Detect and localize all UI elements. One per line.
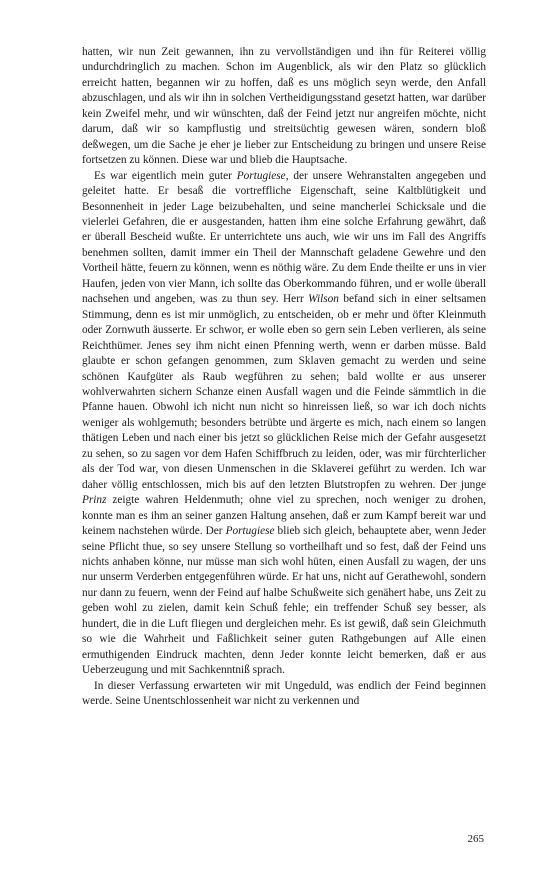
text-run: , der unsere Wehranstalten angegeben und geleitet hatte. Er besaß die vortreffliche Eigenschaft, seine Kaltblütigkeit und Besonnenheit in jeder Lage beizubehalten, und seine mancherlei Schicksale und die vielerlei Gefahren, die er ausgestanden, hatten ihm eine solche Erfahrung gewährt, daß er überall Bescheid wußte. Er unterrichtete uns auch, wie wir uns im Fall des Angriffs benehmen sollten, damit immer ein Theil der Mannschaft geladene Gewehre und den Vortheil hätte, feuern zu können, wenn es nöthig wäre. Zu dem Ende theilte er uns in vier Haufen, jeden von vier Mann, ich sollte das Oberkommando führen, und er wolle überall nachsehen und angeben, was zu thun sey. Herr bbox=[82, 169, 486, 306]
italic-name-portugiese: Portugiese bbox=[236, 169, 286, 182]
text-run: In dieser Verfassung erwarteten wir mit Ungeduld, was endlich der Feind beginnen werde. Seine Unentschlossenheit war nicht zu verkennen und bbox=[82, 679, 486, 708]
paragraph-1 bbox=[82, 45, 486, 169]
text-run: befand sich in einer seltsamen Stimmung, denn es ist mir unmöglich, zu entscheiden, ob er mehr und öfter Kleinmuth oder Zornwuth äusserte. Er schwor, er wolle eben so gern sein Leben verlieren, als seine Reichthümer. Jenes sey ihm nicht einen Pfenning werth, wenn er darben müsse. Bald glaubte er schon gefangen genommen, zum Sklaven gemacht zu werden und seine schönen Kaufgüter als Raub wegführen zu sehen; bald wollte er aus unserer wohlverwahrten sichern Schanze einen Ausfall wagen und die Feinde sämmtlich in die Pfanne hauen. Obwohl ich nicht nun nicht so hinreissen ließ, so war ich doch nichts weniger als wohlgemuth; besonders betrübte und ärgerte es mich, nach einem so langen thätigen Leben und nach einer bis jetzt so glücklichen Reise mich der Gefahr ausgesetzt zu sehen, so zu sagen vor dem Hafen Schiffbruch zu leiden, oder, was mir fürchterlicher als der Tod war, von diesen Unmenschen in die Sklaverei geführt zu werden. Ich war daher völlig entschlossen, mich bis auf den letzten Blutstropfen zu wehren. Der junge bbox=[82, 293, 486, 491]
page-number: 265 bbox=[467, 833, 484, 845]
paragraph-2 bbox=[82, 169, 486, 679]
italic-name-portugiese: Portugiese bbox=[225, 525, 275, 538]
italic-name-prinz: Prinz bbox=[82, 494, 107, 507]
text-run: Es war eigentlich mein guter bbox=[94, 169, 237, 182]
body-text bbox=[82, 45, 486, 709]
text-run: blieb sich gleich, behauptete aber, wenn Jeder seine Pflicht thue, so sey unsere Stellung so vortheilhaft und so fest, daß der Feind uns nichts anhaben könne, nur müsse man sich wohl hüten, einen Ausfall zu wagen, der uns nur unserm Verderben entgegenführen würde. Er hat uns, nicht auf Gerathewohl, sondern nur dann zu feuern, wenn der Feind auf halbe Schußweite sich genähert habe, uns Zeit zu geben wohl zu zielen, damit kein Schuß fehle; ein treffender Schuß sey besser, als hundert, die in die Luft fliegen und dergleichen mehr. Es ist gewiß, daß sein Gleichmuth so wie die Wahrheit und Faßlichkeit seiner guten Rathgebungen auf Alle einen ermuthigenden Eindruck machten, denn Jeder konnte leicht bemerken, daß er aus Ueberzeugung und mit Sachkenntniß sprach. bbox=[82, 525, 486, 677]
paragraph-3 bbox=[82, 679, 486, 710]
text-run: zeigte wahren Heldenmuth; ohne viel zu sprechen, noch weniger zu drohen, konnte man es ihm an seiner ganzen Haltung ansehen, daß er zum Kampf bereit war und keinem nachstehen würde. Der bbox=[82, 494, 486, 538]
italic-name-wilson: Wilson bbox=[308, 293, 339, 306]
text-run: hatten, wir nun Zeit gewannen, ihn zu vervollständigen und ihn für Reiterei völlig undurchdringlich zu machen. Schon im Augenblick, als wir den Platz so glücklich erreicht hatten, begannen wir zu hoffen, daß es uns möglich seyn werde, den Anfall abzuschlagen, und als wir ihn in solchen Vertheidigungsstand gesetzt hatten, war darüber kein Zweifel mehr, und wir wünschten, daß der Feind jetzt nur angreifen möchte, nicht darum, daß wir so kampflustig und streitsüchtig gewesen wären, sondern bloß deßwegen, um die Sache je eher je lieber zur Entscheidung zu bringen und unsere Reise fortsetzen zu können. Diese war und blieb die Hauptsache. bbox=[82, 46, 486, 167]
